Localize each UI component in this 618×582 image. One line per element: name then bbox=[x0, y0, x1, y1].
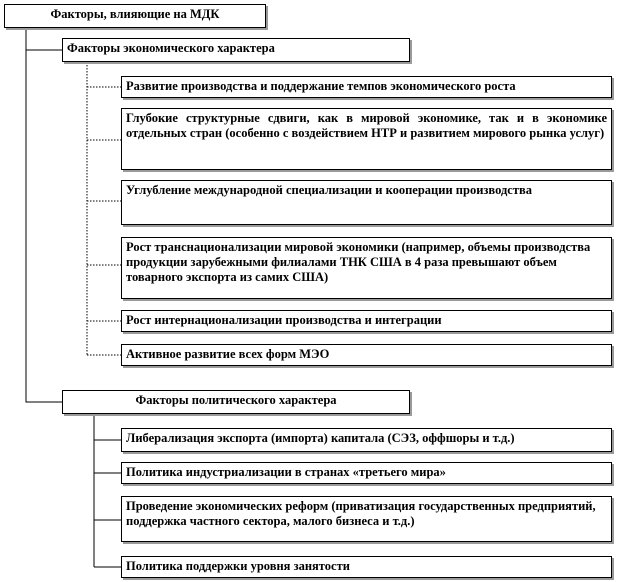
root-node bbox=[4, 4, 266, 28]
group-economic-node bbox=[62, 38, 410, 62]
root-trunk-line bbox=[26, 26, 62, 402]
group-economic-label: Факторы экономического характера bbox=[67, 41, 275, 55]
economic-factor-1-label: Развитие производства и поддержание темпов экономического роста bbox=[126, 79, 516, 93]
economic-factor-2-label: Глубокие структурные сдвиги, как в мировой экономике, так и в экономике отдельных стран (особенно с воздействием НТР и развитием мирового рынка услуг) bbox=[126, 111, 607, 140]
group-political-node bbox=[62, 390, 410, 414]
political-factor-4-label: Политика поддержки уровня занятости bbox=[126, 559, 350, 573]
economic-factor-5 bbox=[121, 310, 612, 332]
economic-factor-6-label: Активное развитие всех форм МЭО bbox=[126, 347, 330, 361]
political-factor-3 bbox=[121, 496, 612, 542]
political-factor-4 bbox=[121, 556, 612, 578]
political-factor-2 bbox=[121, 462, 612, 484]
group-political-label: Факторы политического характера bbox=[135, 393, 337, 407]
economic-factor-4 bbox=[121, 237, 612, 299]
root-node-label: Факторы, влияющие на МДК bbox=[50, 7, 220, 21]
economic-factor-3-label: Углубление международной специализации и кооперации производства bbox=[126, 183, 532, 197]
economic-factor-5-label: Рост интернационализации производства и интеграции bbox=[126, 313, 442, 327]
economic-factor-2 bbox=[121, 108, 612, 170]
political-factor-3-label: Проведение экономических реформ (приватизация государственных предприятий, поддержка частного сектора, малого бизнеса и т.д.) bbox=[126, 499, 596, 528]
economic-factor-3 bbox=[121, 180, 612, 225]
economic-factor-1 bbox=[121, 76, 612, 98]
political-factor-2-label: Политика индустриализации в странах «третьего мира» bbox=[126, 465, 446, 479]
political-factor-1-label: Либерализация экспорта (импорта) капитала (СЭЗ, оффшоры и т.д.) bbox=[126, 431, 515, 445]
economic-factor-4-label: Рост транснационализации мировой экономики (например, объемы производства продукции зарубежными филиалами ТНК США в 4 раза превышают объем товарного экспорта из самих США) bbox=[126, 240, 591, 284]
political-factor-1 bbox=[121, 428, 612, 452]
economic-factor-6 bbox=[121, 344, 612, 366]
